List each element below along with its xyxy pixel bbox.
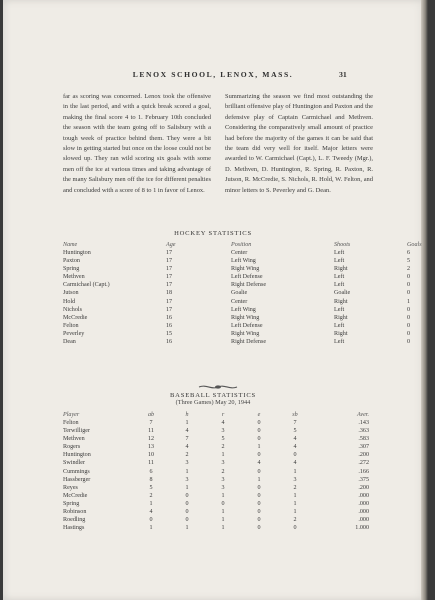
cell-average: .166 [358,468,369,475]
column-header-position: Position [231,241,252,248]
table-row [63,322,427,330]
cell-average: .000 [358,500,369,507]
cell-player: Spring [63,500,80,507]
hockey-statistics-table [63,240,427,346]
cell-sb: 1 [293,468,297,475]
cell-ab: 0 [149,517,153,524]
cell-r: 1 [221,525,225,532]
baseball-statistics-subtitle: (Three Games) May 20, 1944 [175,399,251,406]
table-row [63,435,369,443]
cell-e: 0 [257,452,261,459]
cell-ab: 12 [147,436,155,443]
cell-player: Methven [63,436,85,443]
baseball-statistics-table [63,410,369,532]
cell-h: 0 [185,500,189,507]
column-header-age: Age [166,241,176,248]
cell-e: 0 [257,428,261,435]
cell-r: 0 [221,500,225,507]
hockey-statistics-title: HOCKEY STATISTICS [174,230,252,237]
column-header-ab: ab [147,411,155,418]
cell-age: 17 [166,258,173,265]
cell-shoots: Right [334,298,348,305]
table-row [63,508,369,516]
cell-average: .000 [358,517,369,524]
cell-h: 0 [185,492,189,499]
cell-h: 3 [185,476,189,483]
table-header-row [63,410,369,419]
cell-goals: 0 [407,290,411,297]
cell-age: 18 [166,290,173,297]
cell-shoots: Left [334,250,345,256]
cell-position: Right Wing [231,314,260,321]
table-row [63,484,369,492]
cell-h: 3 [185,460,189,467]
cell-shoots: Goalie [334,290,351,297]
cell-name: Hold [63,298,76,305]
cell-ab: 11 [148,428,154,435]
cell-goals: 0 [407,306,411,313]
cell-r: 1 [221,517,225,524]
table-row [63,492,369,500]
cell-h: 1 [185,525,189,532]
cell-average: .375 [358,476,369,483]
cell-player: Swindler [63,460,86,467]
cell-shoots: Left [334,258,345,265]
cell-age: 17 [166,274,173,281]
table-row [63,257,427,265]
table-row [63,265,427,273]
cell-h: 1 [185,484,189,491]
cell-e: 0 [257,436,261,443]
cell-age: 17 [166,298,173,305]
cell-goals: 0 [407,314,411,321]
section-divider-flourish [198,383,238,391]
cell-e: 0 [257,500,261,507]
cell-r: 3 [221,428,225,435]
cell-position: Right Defense [231,339,267,346]
cell-e: 1 [257,476,261,483]
cell-h: 1 [185,468,189,475]
cell-r: 3 [221,476,225,483]
cell-ab: 6 [149,468,153,475]
cell-player: Robinson [63,509,87,516]
cell-position: Goalie [231,290,248,297]
column-header-average: Aver. [356,411,369,418]
cell-position: Center [231,298,248,305]
cell-age: 16 [166,339,173,346]
cell-e: 0 [257,420,261,426]
cell-name: Nichols [63,306,82,313]
cell-goals: 1 [407,298,411,305]
cell-goals: 5 [407,258,411,265]
cell-average: .583 [358,436,369,443]
cell-ab: 8 [149,476,153,483]
cell-age: 15 [166,330,173,337]
cell-e: 0 [257,517,261,524]
column-header-goals: Goals [407,241,422,248]
cell-goals: 0 [407,322,411,329]
cell-ab: 11 [148,460,154,467]
cell-shoots: Right [334,330,348,337]
cell-player: Hastings [63,525,85,532]
table-row [63,476,369,484]
cell-name: Peverley [63,330,85,337]
column-header-sb: sb [292,411,298,418]
cell-sb: 0 [293,452,297,459]
table-row [63,524,369,532]
baseball-statistics-title: BASEBALL STATISTICS [169,392,257,399]
table-row [63,338,427,346]
table-row [63,281,427,289]
table-row [63,330,427,338]
cell-sb: 1 [293,500,297,507]
cell-r: 3 [221,460,225,467]
cell-ab: 1 [149,525,153,532]
cell-ab: 1 [149,500,153,507]
cell-r: 1 [221,452,225,459]
column-header-e: e [257,411,261,418]
cell-average: .272 [358,460,369,467]
cell-player: Cummings [63,468,90,475]
cell-position: Left Wing [231,258,256,265]
cell-shoots: Left [334,282,345,289]
cell-player: Terwilliger [63,428,90,435]
cell-ab: 5 [149,484,153,491]
cell-player: Reyes [63,484,78,491]
table-header-row [63,240,427,249]
cell-position: Center [231,250,248,256]
table-row [63,249,427,257]
cell-sb: 3 [293,476,297,483]
table-row [63,289,427,297]
column-header-r: r [221,411,225,418]
cell-h: 0 [185,509,189,516]
cell-ab: 4 [149,509,153,516]
cell-name: Dean [63,339,76,346]
cell-average: .307 [358,444,369,451]
cell-name: Spring [63,266,80,273]
cell-e: 0 [257,468,261,475]
cell-average: .143 [358,420,369,426]
cell-name: Felton [63,322,79,329]
table-row [63,314,427,322]
cell-name: Methven [63,274,85,281]
cell-e: 0 [257,509,261,516]
table-row [63,306,427,314]
cell-position: Left Defense [231,322,263,329]
cell-ab: 13 [147,444,155,451]
cell-h: 0 [185,517,189,524]
cell-r: 1 [221,509,225,516]
cell-goals: 0 [407,282,411,289]
cell-r: 2 [221,444,225,451]
page [3,0,428,600]
table-row [63,419,369,427]
cell-player: Hassberger [63,476,91,483]
cell-shoots: Left [334,306,345,313]
table-row [63,427,369,435]
cell-sb: 4 [293,444,297,451]
column-header-player: Player [63,411,80,418]
cell-sb: 1 [293,509,297,516]
table-row [63,468,369,476]
cell-average: .000 [358,509,369,516]
cell-name: Carmichael (Capt.) [63,282,110,289]
table-row [63,273,427,281]
cell-sb: 2 [293,517,297,524]
cell-average: .200 [358,452,369,459]
cell-age: 16 [166,322,173,329]
cell-age: 17 [166,250,173,256]
cell-goals: 6 [407,250,411,256]
cell-e: 1 [257,444,261,451]
cell-age: 17 [166,266,173,273]
cell-sb: 1 [293,492,297,499]
cell-name: Paxton [63,258,80,265]
page-number: 31 [339,70,347,79]
cell-sb: 2 [293,484,297,491]
cell-sb: 5 [293,428,297,435]
cell-h: 4 [185,428,189,435]
cell-sb: 7 [293,420,297,426]
cell-average: 1.000 [355,525,369,532]
column-header-name: Name [63,241,78,248]
cell-r: 3 [221,484,225,491]
cell-r: 2 [221,468,225,475]
cell-average: .000 [358,492,369,499]
cell-name: Jutson [63,290,79,297]
cell-goals: 0 [407,330,411,337]
cell-position: Left Defense [231,274,263,281]
table-row [63,516,369,524]
running-head: LENOX SCHOOL, LENOX, MASS. [132,70,294,79]
cell-sb: 4 [293,460,297,467]
cell-name: Huntington [63,250,91,256]
cell-name: McCredie [63,314,88,321]
cell-sb: 0 [293,525,297,532]
table-row [63,500,369,508]
cell-sb: 4 [293,436,297,443]
cell-r: 1 [221,492,225,499]
cell-ab: 7 [149,420,153,426]
cell-average: .200 [358,484,369,491]
cell-position: Right Defense [231,282,267,289]
cell-shoots: Left [334,339,345,346]
cell-goals: 0 [407,274,411,281]
cell-player: Huntington [63,452,91,459]
cell-h: 1 [185,420,189,426]
cell-h: 7 [185,436,189,443]
cell-ab: 10 [147,452,155,459]
cell-goals: 0 [407,339,411,346]
table-row [63,298,427,306]
cell-player: Rogers [63,444,81,451]
cell-r: 5 [221,436,225,443]
cell-e: 0 [257,484,261,491]
cell-e: 4 [257,460,261,467]
column-header-shoots: Shoots [334,241,351,248]
cell-player: Roedling [63,517,86,524]
cell-goals: 2 [407,266,411,273]
cell-position: Left Wing [231,306,256,313]
cell-player: McCredie [63,492,88,499]
cell-h: 4 [185,444,189,451]
cell-age: 17 [166,282,173,289]
cell-shoots: Right [334,266,348,273]
cell-ab: 2 [149,492,153,499]
cell-shoots: Left [334,274,345,281]
cell-e: 0 [257,525,261,532]
cell-player: Felton [63,420,79,426]
body-text-left-column: far as scoring was concerned. Lenox took the offensive in the last period, and with a quick break scored a goal, making the final score 4 to 1. February 10th concluded the season with the team going off to Salisbury with a tough week of practice behind them. They were a bit slow in getting started but once on the loose could not be slowed up. They ran wild scoring six goals with some men off the ice at various times and taking advantage of the many Salisbury men off the ice for different penalties and concluded with a score of 8 to 1 in favor of Lenox. [63,93,211,194]
cell-age: 17 [166,306,173,313]
cell-r: 4 [221,420,225,426]
table-row [63,451,369,459]
cell-h: 2 [185,452,189,459]
cell-age: 16 [166,314,173,321]
cell-shoots: Left [334,322,345,329]
body-text-right-column: Summarizing the season we find most outstanding the brilliant offensive play of Huntington and Paxton and the defensive play of Captain Carmichael and Methven. Considering the comparatively small amount of practice had before the majority of the games it can be said that the team did very well for itself. Major letters were awarded to W. Carmichael (Capt.), L. F. Tweedy (Mgr.), D. Methven, D. Huntington, R. Spring, R. Paxton, R. Jutson, R. McCredie, S. Nichols, R. Hold, W. Felton, and minor letters to S. Peverley and G. Dean. [225,93,373,194]
column-header-h: h [185,411,189,418]
cell-shoots: Right [334,314,348,321]
cell-position: Right Wing [231,330,260,337]
table-row [63,459,369,467]
cell-position: Right Wing [231,266,260,273]
cell-average: .363 [358,428,369,435]
table-row [63,443,369,451]
cell-e: 0 [257,492,261,499]
